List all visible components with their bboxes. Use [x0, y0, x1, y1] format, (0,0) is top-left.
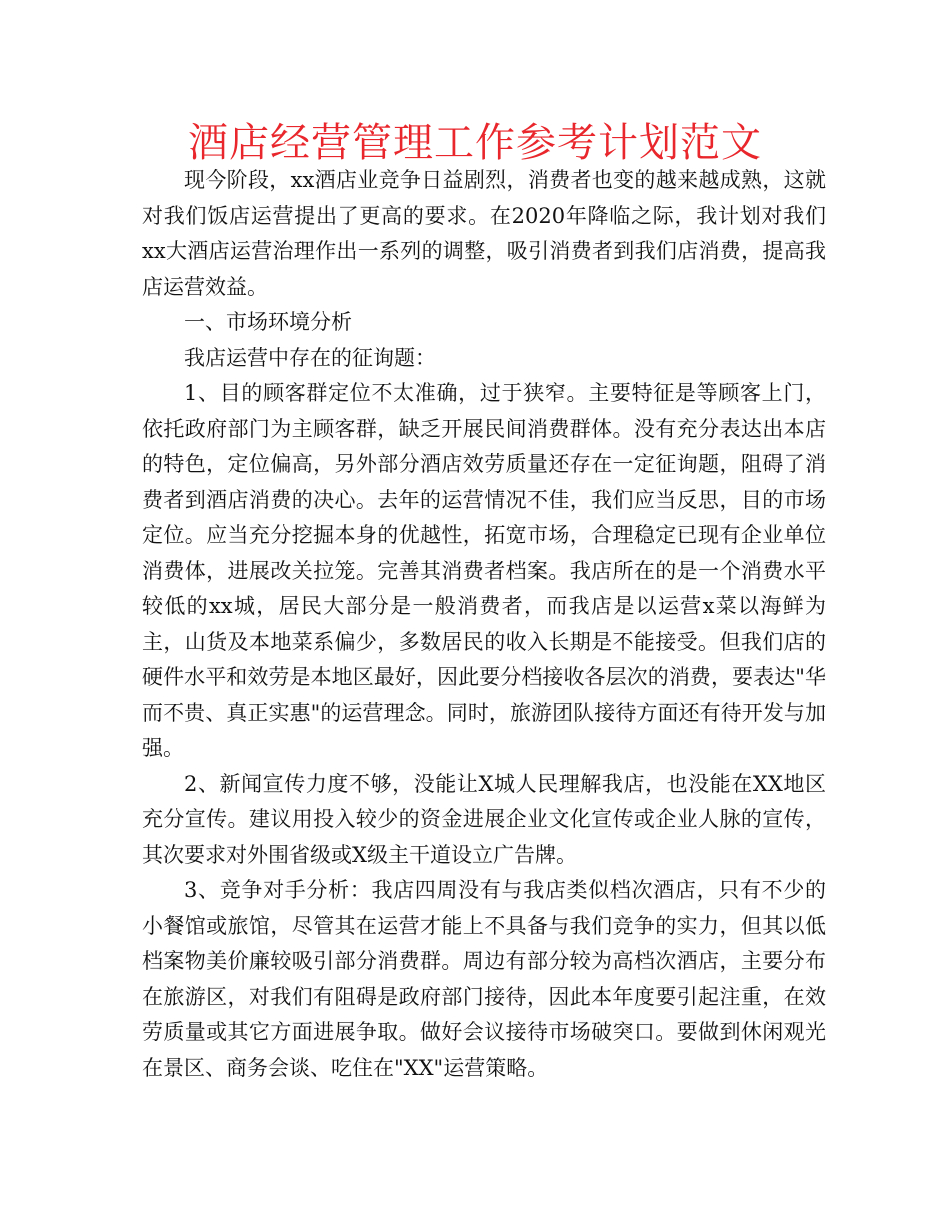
- paragraph-intro: 现今阶段，xx酒店业竞争日益剧烈，消费者也变的越来越成熟，这就对我们饭店运营提出了更高的要求。在2020年降临之际，我计划对我们xx大酒店运营治理作出一系列的调整，吸引消费者到我们店消费，提高我店运营效益。: [142, 168, 826, 299]
- paragraph-issues-lead: 我店运营中存在的征询题：: [184, 345, 436, 370]
- document-title: 酒店经营管理工作参考计划范文: [188, 120, 762, 166]
- section-heading-market: 一、市场环境分析: [184, 310, 352, 334]
- paragraph-issue-3: 3、竞争对手分析：我店四周没有与我店类似档次酒店，只有不少的小餐馆或旅馆，尽管其在运营才能上不具备与我们竞争的实力，但其以低档案物美价廉较吸引部分消费群。周边有部分较为高档次酒店，主要分布在旅游区，对我们有阻碍是政府部门接待，因此本年度要引起注重，在效劳质量或其它方面进展争取。做好会议接待市场破突口。要做到休闲观光在景区、商务会谈、吃住在"XX"运营策略。: [142, 878, 826, 1080]
- paragraph-issue-1: 1、目的顾客群定位不太准确，过于狭窄。主要特征是等顾客上门，依托政府部门为主顾客群，缺乏开展民间消费群体。没有充分表达出本店的特色，定位偏高，另外部分酒店效劳质量还存在一定征询题，阻碍了消费者到酒店消费的决心。去年的运营情况不佳，我们应当反思，目的市场定位。应当充分挖掘本身的优越性，拓宽市场，合理稳定已现有企业单位消费体，进展改关拉笼。完善其消费者档案。我店所在的是一个消费水平较低的xx城，居民大部分是一般消费者，而我店是以运营x菜以海鲜为主，山货及本地菜系偏少，多数居民的收入长期是不能接受。但我们店的硬件水平和效劳是本地区最好，因此要分档接收各层次的消费，要表达"华而不贵、真正实惠"的运营理念。同时，旅游团队接待方面还有待开发与加强。: [142, 381, 826, 760]
- paragraph-issue-2: 2、新闻宣传力度不够，没能让X城人民理解我店，也没能在XX地区充分宣传。建议用投入较少的资金进展企业文化宣传或企业人脉的宣传，其次要求对外围省级或X级主干道设立广告牌。: [142, 771, 826, 867]
- document-body: [142, 163, 826, 1086]
